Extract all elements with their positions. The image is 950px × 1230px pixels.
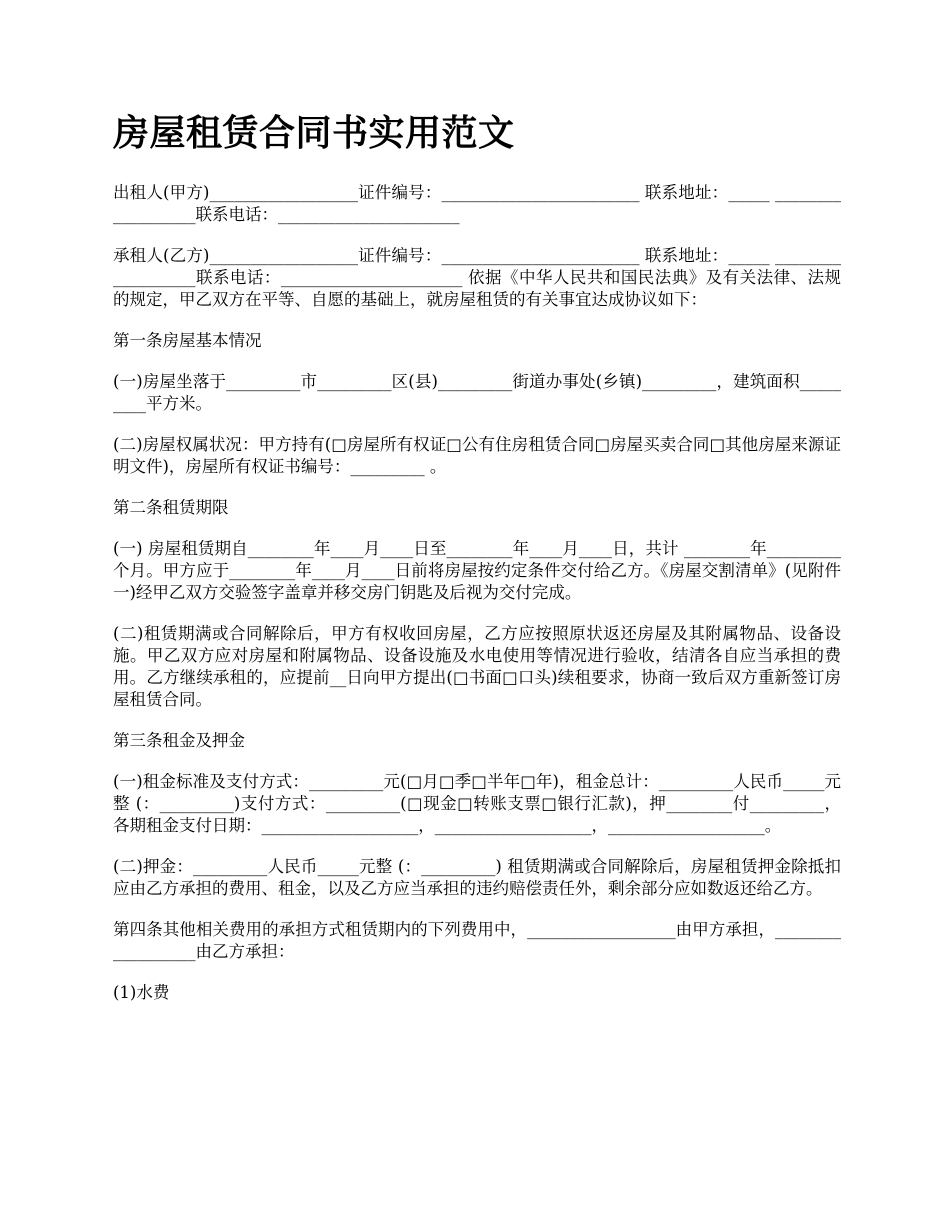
article-2-clause-2: (二)租赁期满或合同解除后，甲方有权收回房屋，乙方应按照原状返还房屋及其附属物品、设备设施。甲乙双方应对房屋和附属物品、设备设施及水电使用等情况进行验收，结清各自应当承担的费用。乙方继续承租的，应提前__日向甲方提出(□书面□口头)续租要求，协商一致后双方重新签订房屋租赁合同。 <box>113 624 841 709</box>
lessor-info-paragraph: 出租人(甲方)__________________证件编号：________________________ 联系地址：_____ __________________联系电话：______________________ <box>113 183 841 224</box>
article-3-heading: 第三条租金及押金 <box>113 731 245 750</box>
article-2-heading: 第二条租赁期限 <box>113 498 229 517</box>
lessee-info-paragraph: 承租人(乙方)__________________证件编号：________________________ 联系地址：_____ __________________联系电话：______________________ 依据《中华人民共和国民法典》及有关法律、法规的规定，甲乙双方在平等、自愿的基础上，就房屋租赁的有关事宜达成协议如下： <box>113 246 841 309</box>
article-4-item-1: (1)水费 <box>113 983 170 1002</box>
article-3-clause-1: (一)租金标准及支付方式：_________元(□月□季□半年□年)，租金总计：_________人民币_____元整 (：_________)支付方式：_________(□现金□转账支票□银行汇款)，押________付_________， 各期租金支付日期：___________________，___________________，___________________。 <box>113 772 841 835</box>
article-2-clause-1: (一) 房屋租赁期自________年____月____日至________年____月____日，共计 ________年_________个月。甲方应于________年____月____日前将房屋按约定条件交付给乙方。《房屋交割清单》(见附件一)经甲乙双方交验签字盖章并移交房门钥匙及后视为交付完成。 <box>113 539 841 602</box>
article-1-clause-2: (二)房屋权属状况：甲方持有(□房屋所有权证□公有住房租赁合同□房屋买卖合同□其他房屋来源证明文件)，房屋所有权证书编号：_________ 。 <box>113 435 841 476</box>
article-1-heading: 第一条房屋基本情况 <box>113 331 262 350</box>
article-1-clause-1: (一)房屋坐落于_________市_________区(县)_________街道办事处(乡镇)_________，建筑面积_________平方米。 <box>113 372 841 413</box>
document-title: 房屋租赁合同书实用范文 <box>113 112 515 154</box>
article-3-clause-2: (二)押金：_________人民币_____元整 (：_________) 租赁期满或合同解除后，房屋租赁押金除抵扣应由乙方承担的费用、租金，以及乙方应当承担的违约赔偿责任外，剩余部分应如数返还给乙方。 <box>113 857 841 898</box>
article-4-paragraph: 第四条其他相关费用的承担方式租赁期内的下列费用中，__________________由甲方承担，__________________由乙方承担： <box>113 920 841 961</box>
document-page <box>113 108 841 1023</box>
